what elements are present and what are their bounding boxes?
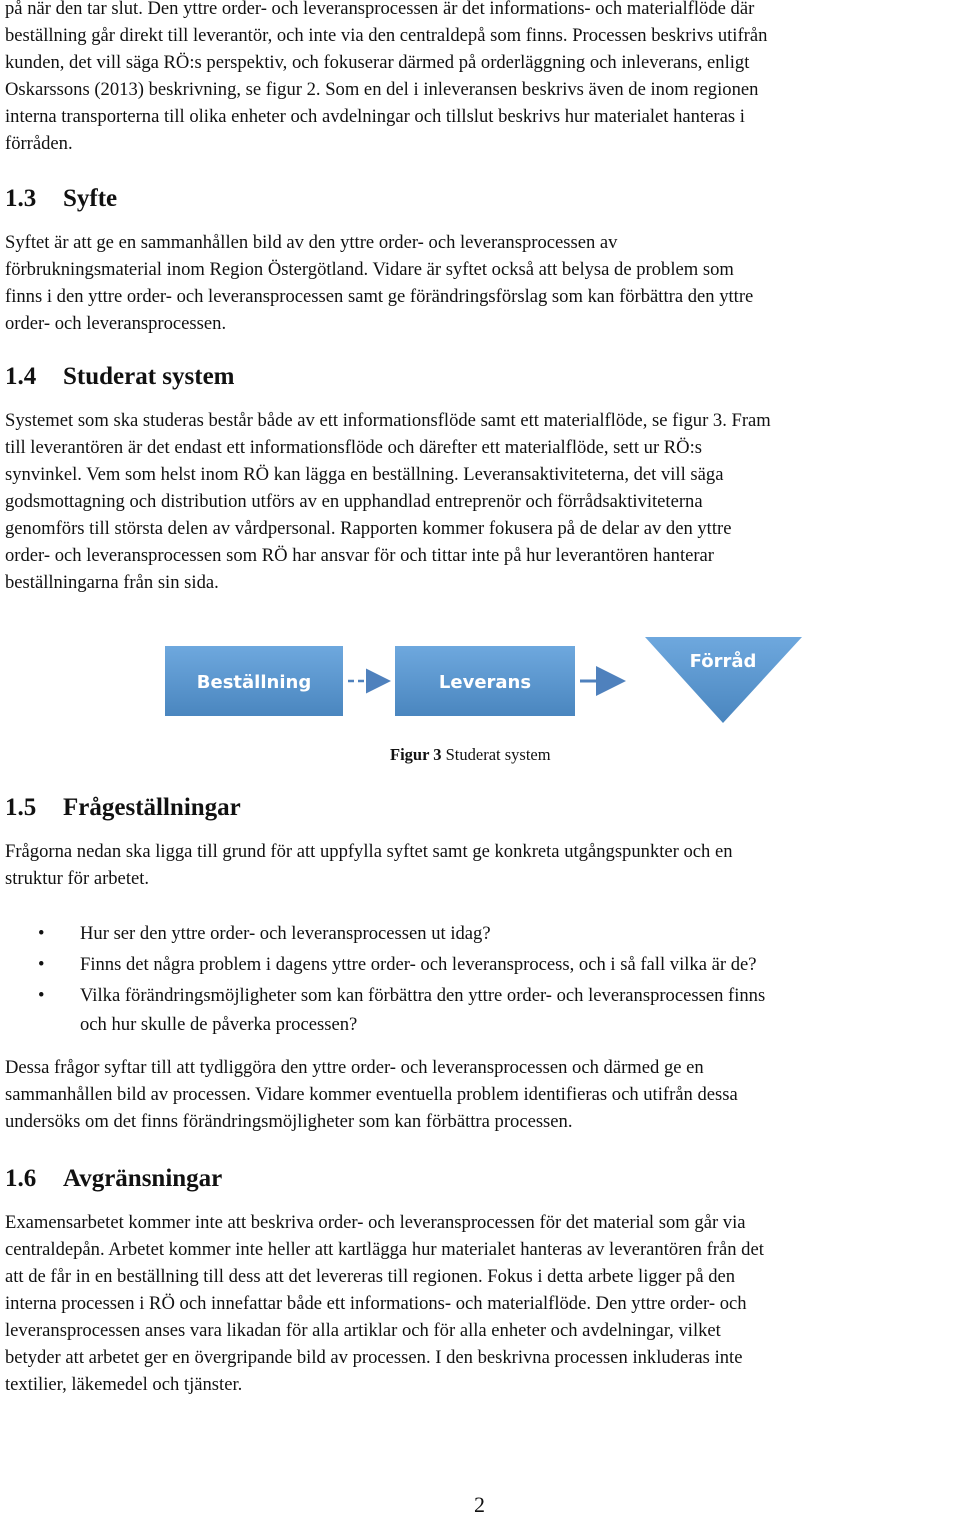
text-line: Frågorna nedan ska ligga till grund för att uppfylla syftet samt ge konkreta utgångspunkter och en xyxy=(5,841,733,862)
bullet-icon: • xyxy=(38,954,45,975)
text-line: Dessa frågor syftar till att tydliggöra den yttre order- och leveransprocessen och därmed ge en xyxy=(5,1057,704,1078)
section-heading-studerat-system xyxy=(5,362,235,392)
text-line: order- och leveransprocessen som RÖ har ansvar för och tittar inte på hur leverantören hanterar xyxy=(5,545,714,566)
syfte-paragraph xyxy=(5,229,960,337)
page-number: 2 xyxy=(474,1492,485,1517)
text-line: finns i den yttre order- och leveransprocessen samt ge förändringsförslag som kan förbättra den yttre xyxy=(5,286,754,307)
avgransningar-paragraph xyxy=(5,1209,960,1398)
bullet-icon: • xyxy=(38,923,45,944)
text-line: förbrukningsmaterial inom Region Östergötland. Vidare är syftet också att belysa de problem som xyxy=(5,259,734,280)
text-line: undersöks om det finns förändringsmöjligheter som kan förbättra processen. xyxy=(5,1111,573,1132)
section-heading-fragestallningar xyxy=(5,793,241,823)
figure-studerat-system xyxy=(160,633,820,728)
figure-caption xyxy=(390,744,551,766)
section-number: 1.5 xyxy=(5,794,37,821)
text-line: centraldepån. Arbetet kommer inte heller att kartlägga hur materialet hanteras av leverantören från det xyxy=(5,1239,764,1260)
fragestallningar-paragraph xyxy=(5,838,960,892)
section-heading-avgransningar xyxy=(5,1164,222,1194)
text-line: leveransprocessen anses vara likadan för alla artiklar och för alla enheter och avdelningar, vilket xyxy=(5,1320,721,1341)
section-heading-syfte xyxy=(5,184,117,214)
leverans-label: Leverans xyxy=(438,672,532,693)
text-line: textilier, läkemedel och tjänster. xyxy=(5,1374,243,1395)
text-line: att de får in en beställning till dess att det levereras till regionen. Fokus i detta arbete ligger på den xyxy=(5,1266,736,1287)
text-line: till leverantören är det endast ett informationsflöde och därefter ett materialflöde, sett ur RÖ:s xyxy=(5,437,703,458)
text-line: genomförs till största delen av vårdpersonal. Rapporten kommer fokusera på de delar av den yttre xyxy=(5,518,732,539)
intro-paragraph xyxy=(5,0,960,157)
forrad-label: Förråd xyxy=(689,651,757,672)
list-item-text: Hur ser den yttre order- och leveransprocessen ut idag? xyxy=(80,923,491,944)
bullet-icon: • xyxy=(38,985,45,1006)
section-title: Frågeställningar xyxy=(63,794,241,821)
list-item-text: och hur skulle de påverka processen? xyxy=(80,1014,358,1035)
process-diagram xyxy=(160,633,820,728)
bestallning-label: Beställning xyxy=(196,672,312,693)
section-number: 1.4 xyxy=(5,363,37,390)
section-title: Avgränsningar xyxy=(63,1165,223,1192)
section-title: Studerat system xyxy=(63,363,235,390)
caption-text: Studerat system xyxy=(441,745,551,764)
list-item xyxy=(0,919,960,948)
text-line: synvinkel. Vem som helst inom RÖ kan lägga en beställning. Leveransaktiviteterna, det vill säga xyxy=(5,464,724,485)
caption-label: Figur 3 xyxy=(390,745,442,764)
text-line: order- och leveransprocessen. xyxy=(5,313,227,334)
list-item-text: Finns det några problem i dagens yttre order- och leveransprocess, och i så fall vilka är de? xyxy=(80,954,757,975)
forrad-triangle xyxy=(645,637,802,723)
text-line: förråden. xyxy=(5,133,73,154)
text-line: beställningarna från sin sida. xyxy=(5,572,219,593)
text-line: kunden, det vill säga RÖ:s perspektiv, och fokuserar därmed på orderläggning och inleverans, enligt xyxy=(5,52,750,73)
section-number: 1.6 xyxy=(5,1165,37,1192)
text-line: på när den tar slut. Den yttre order- och leveransprocessen är det informations- och materialflöde där xyxy=(5,0,755,19)
text-line: beställning går direkt till leverantör, och inte via den centraldepå som finns. Processen beskrivs utifrån xyxy=(5,25,768,46)
text-line: interna transporterna till olika enheter och avdelningar och tillslut beskrivs hur materialet hanteras i xyxy=(5,106,745,127)
list-item xyxy=(0,950,960,979)
text-line: Syftet är att ge en sammanhållen bild av den yttre order- och leveransprocessen av xyxy=(5,232,618,253)
list-item-text: Vilka förändringsmöjligheter som kan förbättra den yttre order- och leveransprocessen finns xyxy=(80,985,766,1006)
text-line: interna processen i RÖ och innefattar både ett informations- och materialflöde. Den yttre order- och xyxy=(5,1293,747,1314)
list-item xyxy=(0,981,960,1039)
text-line: struktur för arbetet. xyxy=(5,868,150,889)
text-line: sammanhållen bild av processen. Vidare kommer eventuella problem identifieras och utifrån dessa xyxy=(5,1084,738,1105)
section-number: 1.3 xyxy=(5,185,37,212)
text-line: godsmottagning och distribution utförs av en upphandlad entreprenör och förrådsaktiviteterna xyxy=(5,491,703,512)
text-line: Oskarssons (2013) beskrivning, se figur 2. Som en del i inleveransen beskrivs även de inom regionen xyxy=(5,79,759,100)
text-line: betyder att arbetet ger en övergripande bild av processen. I den beskrivna processen inkluderas inte xyxy=(5,1347,743,1368)
studerat-system-paragraph xyxy=(5,407,960,596)
text-line: Systemet som ska studeras består både av ett informationsflöde samt ett materialflöde, se figur 3. Fram xyxy=(5,410,771,431)
question-list xyxy=(0,919,960,1039)
fragestallningar-closing-paragraph xyxy=(5,1054,960,1135)
section-title: Syfte xyxy=(63,185,118,212)
text-line: Examensarbetet kommer inte att beskriva order- och leveransprocessen för det material som går via xyxy=(5,1212,746,1233)
